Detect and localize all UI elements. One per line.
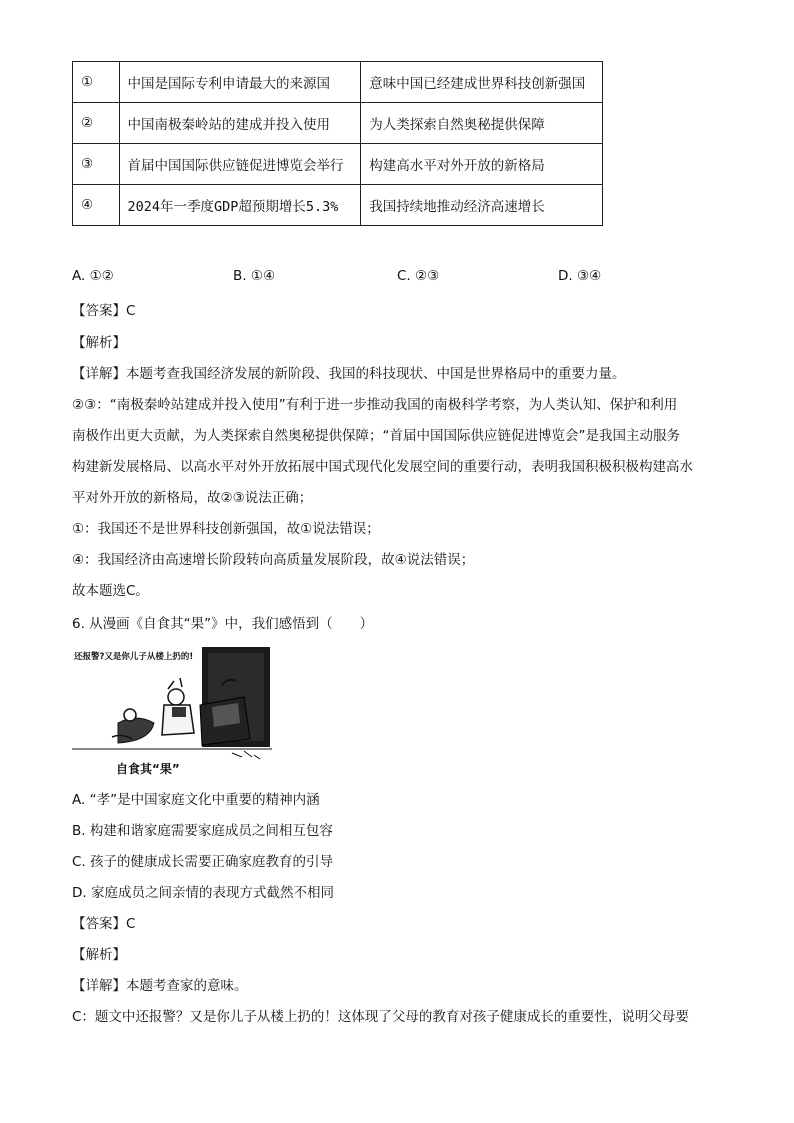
q6-detail: 【详解】本题考查家的意味。	[72, 978, 248, 994]
q5-para-line: 南极作出更大贡献，为人类探索自然奥秘提供保障；“首届中国国际供应链促进博览会”是我国主动服务	[72, 428, 680, 444]
q5-para-line: 构建新发展格局、以高水平对外开放拓展中国式现代化发展空间的重要行动，表明我国积极积极构建高水	[72, 459, 693, 475]
q6-stem: 6. 从漫画《自食其“果”》中，我们感悟到（ ）	[72, 616, 374, 632]
q5-para-line: ②③：“南极秦岭站建成并投入使用”有利于进一步推动我国的南极科学考察，为人类认知、保护和利用	[72, 397, 678, 413]
row-number: ②	[73, 103, 120, 144]
q6-option-a: A. “孝”是中国家庭文化中重要的精神内涵	[72, 792, 320, 808]
q6-answer: 【答案】C	[72, 916, 136, 932]
q5-answer: 【答案】C	[72, 303, 136, 319]
row-event: 2024年一季度GDP超预期增长5.3%	[119, 185, 361, 226]
table-row	[73, 62, 603, 103]
row-meaning: 构建高水平对外开放的新格局	[361, 144, 603, 185]
row-meaning: 意味中国已经建成世界科技创新强国	[361, 62, 603, 103]
statement-table	[72, 61, 603, 226]
table-row	[73, 144, 603, 185]
q5-option-c: C. ②③	[397, 268, 440, 284]
row-meaning: 为人类探索自然奥秘提供保障	[361, 103, 603, 144]
q5-error-4: ④：我国经济由高速增长阶段转向高质量发展阶段，故④说法错误；	[72, 552, 475, 568]
q5-conclusion: 故本题选C。	[72, 583, 149, 599]
q5-option-d: D. ③④	[558, 268, 602, 284]
cartoon-speech: 还报警?又是你儿子从楼上扔的!	[74, 652, 194, 662]
cartoon-image	[72, 645, 272, 780]
q5-para-line: 平对外开放的新格局，故②③说法正确；	[72, 490, 313, 506]
row-number: ④	[73, 185, 120, 226]
q6-option-d: D. 家庭成员之间亲情的表现方式截然不相同	[72, 885, 334, 901]
row-event: 中国是国际专利申请最大的来源国	[119, 62, 361, 103]
row-number: ①	[73, 62, 120, 103]
q5-detail: 【详解】本题考查我国经济发展的新阶段、我国的科技现状、中国是世界格局中的重要力量。	[72, 366, 626, 382]
q6-analysis-heading: 【解析】	[72, 947, 126, 963]
q5-options	[72, 268, 632, 288]
q6-explanation: C：题文中还报警？又是你儿子从楼上扔的！这体现了父母的教育对孩子健康成长的重要性，说明父母要	[72, 1009, 689, 1025]
table-row	[73, 185, 603, 226]
table-row	[73, 103, 603, 144]
q5-error-1: ①：我国还不是世界科技创新强国，故①说法错误；	[72, 521, 380, 537]
q5-analysis-heading: 【解析】	[72, 335, 126, 351]
q5-option-b: B. ①④	[233, 268, 276, 284]
row-meaning: 我国持续地推动经济高速增长	[361, 185, 603, 226]
q5-option-a: A. ①②	[72, 268, 114, 284]
row-event: 首届中国国际供应链促进博览会举行	[119, 144, 361, 185]
row-event: 中国南极秦岭站的建成并投入使用	[119, 103, 361, 144]
q6-option-b: B. 构建和谐家庭需要家庭成员之间相互包容	[72, 823, 333, 839]
cartoon-caption: 自食其“果”	[116, 762, 180, 776]
q6-option-c: C. 孩子的健康成长需要正确家庭教育的引导	[72, 854, 334, 870]
row-number: ③	[73, 144, 120, 185]
